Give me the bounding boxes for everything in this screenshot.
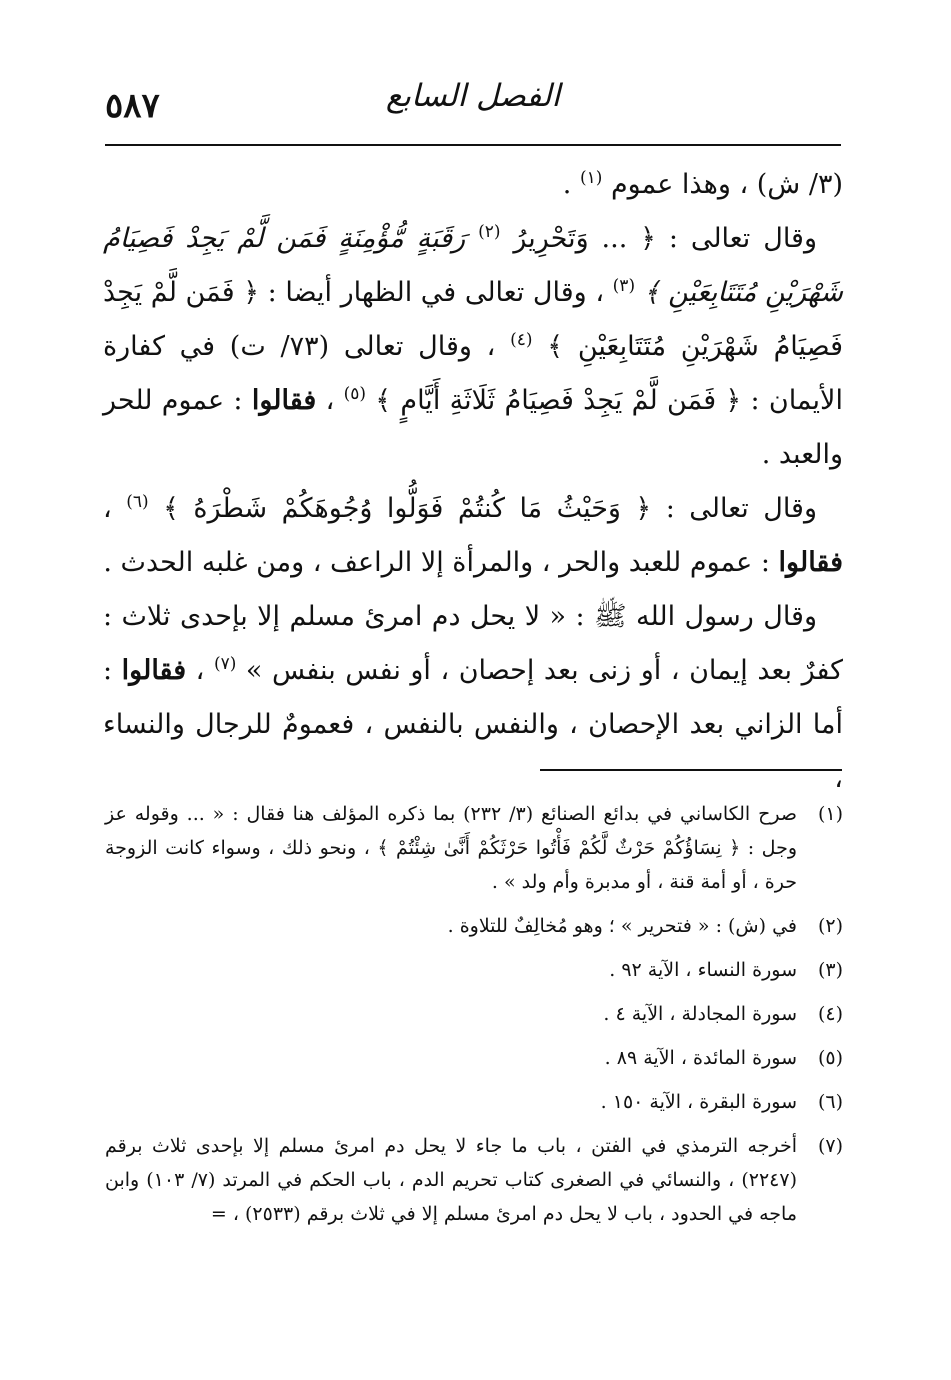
footnote-text: سورة النساء ، الآية ٩٢ . — [609, 959, 797, 981]
paragraph-1: (٣/ ش) ، وهذا عموم $^{(١)}$ . — [562, 168, 843, 200]
footnote-number: (٣) — [817, 959, 843, 981]
footnote-text: في (ش) : « فتحرير » ؛ وهو مُخالِفٌ للتلاوة . — [447, 915, 797, 937]
page-header — [105, 78, 841, 140]
footnotes — [105, 797, 843, 1241]
footnote — [105, 1129, 843, 1231]
bold-term: فقالوا — [251, 385, 317, 416]
footnote-number: (٤) — [817, 1003, 843, 1025]
footnote — [105, 997, 843, 1031]
footnote-ref: (١) — [579, 168, 603, 188]
footnote-number: (٥) — [817, 1047, 843, 1069]
footnote-number: (٢) — [817, 915, 843, 937]
footnote-separator — [540, 769, 842, 771]
footnote — [105, 1041, 843, 1075]
bold-term: فقالوا — [778, 547, 843, 578]
footnote-ref: (٦) — [126, 492, 149, 512]
footnote-ref: (٧) — [213, 654, 237, 674]
footnote-number: (١) — [817, 803, 843, 825]
footnote-ref: (٣) — [612, 276, 636, 296]
main-text — [103, 158, 843, 806]
header-rule — [105, 144, 841, 146]
footnote-ref: (٤) — [510, 330, 533, 350]
footnote — [105, 797, 843, 899]
footnote-ref: (٥) — [343, 384, 366, 404]
paragraph-2: وقال تعالى : ﴿ ... وَتَحْرِيرُ $^{(٢)}$ رَقَبَةٍ مُّؤْمِنَةٍ فَمَن لَّمْ يَجِدْ فَصِيَامُ شَهْرَيْنِ مُتَتَابِعَيْنِ ﴾ $^{(٣)}$ ، وقال تعالى في الظهار أيضا : ﴿ فَمَن لَّمْ يَجِدْ فَصِيَامُ شَهْرَيْنِ مُتَتَابِعَيْنِ ﴾ $^{(٤)}$ ، وقال تعالى (٧٣/ ت) في كفارة الأيمان : ﴿ فَمَن لَّمْ يَجِدْ فَصِيَامُ ثَلَاثَةِ أَيَّامٍ ﴾ $^{(٥)}$ ، فقالوا : عموم للحر والعبد . — [103, 222, 843, 470]
footnote-ref: (٢) — [478, 222, 501, 242]
chapter-title: الفصل السابع — [385, 78, 561, 114]
footnote — [105, 909, 843, 943]
footnote-text: أخرجه الترمذي في الفتن ، باب ما جاء لا يحل دم امرئ مسلم إلا بإحدى ثلاث برقم (٢٢٤٧) ، والنسائي في الصغرى كتاب تحريم الدم ، باب الحكم في المرتد (٧/ ١٠٣) وابن ماجه في الحدود ، باب لا يحل دم امرئ مسلم إلا في ثلاث برقم (٢٥٣٣) ، = — [105, 1135, 797, 1225]
footnote-text: سورة المجادلة ، الآية ٤ . — [603, 1003, 797, 1025]
paragraph-4: وقال رسول الله ﷺ : « لا يحل دم امرئ مسلم إلا بإحدى ثلاث : كفرٌ بعد إيمان ، أو زنى بعد إحصان ، أو نفس بنفس » $^{(٧)}$ ، فقالوا : أما الزاني بعد الإحصان ، والنفس بالنفس ، فعمومٌ للرجال والنساء ، — [103, 601, 843, 794]
footnote-text: صرح الكاساني في بدائع الصنائع (٣/ ٢٣٢) بما ذكره المؤلف هنا فقال : « ... وقوله عز وجل : ﴿ نِسَاؤُكُمْ حَرْثٌ لَّكُمْ فَأْتُوا حَرْثَكُمْ أَنَّىٰ شِئْتُمْ ﴾ ، ونحو ذلك ، وسواء كانت الزوجة حرة ، أو أمة قنة ، أو مدبرة وأم ولد » . — [105, 803, 797, 893]
footnote — [105, 953, 843, 987]
page-number: ٥٨٧ — [105, 86, 160, 126]
paragraph-3: وقال تعالى : ﴿ وَحَيْثُ مَا كُنتُمْ فَوَلُّوا وُجُوهَكُمْ شَطْرَهُ ﴾ $^{(٦)}$ ، فقالوا : عموم للعبد والحر ، والمرأة إلا الراعف ، ومن غلبه الحدث . — [103, 492, 843, 578]
footnote-number: (٧) — [817, 1135, 843, 1157]
footnote-number: (٦) — [817, 1091, 843, 1113]
bold-term: فقالوا — [121, 655, 187, 686]
footnote — [105, 1085, 843, 1119]
footnote-text: سورة البقرة ، الآية ١٥٠ . — [600, 1091, 797, 1113]
footnote-text: سورة المائدة ، الآية ٨٩ . — [604, 1047, 797, 1069]
